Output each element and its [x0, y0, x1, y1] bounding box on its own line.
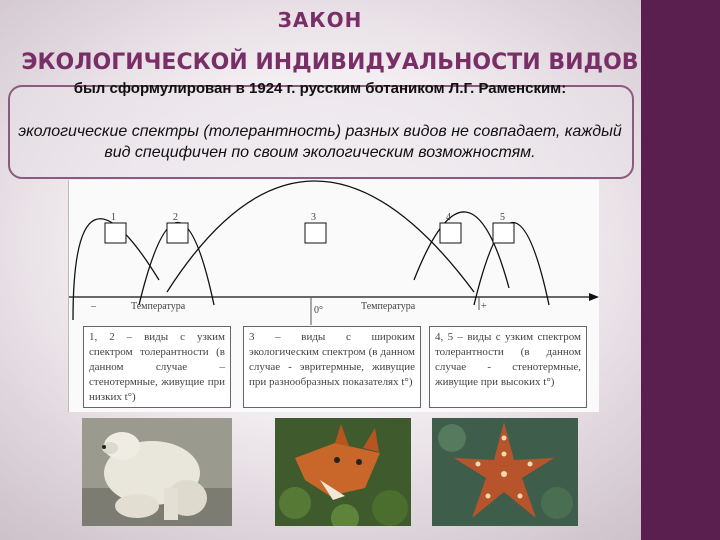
species-box-1: [105, 223, 126, 243]
law-description: экологические спектры (толерантность) разных видов не совпадает, каждый вид специфичен по своим экологическим возможностям.: [18, 123, 622, 161]
axis-arrowhead: [589, 293, 599, 301]
species-label-3: 3: [311, 212, 316, 223]
slide-title-line2: ЭКОЛОГИЧЕСКОЙ ИНДИВИДУАЛЬНОСТИ ВИДОВ: [21, 50, 639, 75]
species-label-5: 5: [500, 212, 505, 223]
species-box-2: [167, 223, 188, 243]
slide-title-line1: ЗАКОН: [277, 8, 363, 32]
species-label-2: 2: [173, 212, 178, 223]
caption-wide: 3 – виды с широким экологическим спектром (в данном случае - эвритермные, живущие при разнообразных показателях t°): [243, 326, 421, 408]
starfish-photo: [432, 418, 578, 526]
species-label-1: 1: [111, 212, 116, 223]
caption-narrow-low: 1, 2 – виды с узким спектром толерантности (в данном случае – стенотермные, живущие при низких t°): [83, 326, 231, 408]
side-band: [641, 0, 720, 540]
axis-label-right: Температура: [361, 301, 416, 312]
fox-photo: [275, 418, 411, 526]
law-intro-text: был сформулирован в 1924 г. русским ботаником Л.Г. Раменским:: [73, 80, 567, 97]
polar-bear-photo: [82, 418, 232, 526]
axis-label-left: Температура: [131, 301, 186, 312]
species-box-4: [440, 223, 461, 243]
axis-plus-sign: +: [481, 301, 487, 312]
species-box-3: [305, 223, 326, 243]
axis-minus-sign: –: [91, 301, 96, 312]
tolerance-diagram: [69, 180, 599, 325]
species-label-4: 4: [446, 212, 451, 223]
axis-label-zero: 0°: [314, 305, 323, 316]
caption-narrow-high: 4, 5 – виды с узким спектром толерантности (в данном случае - стенотермные, живущие при высоких t°): [429, 326, 587, 408]
species-box-5: [493, 223, 514, 243]
tolerance-diagram-panel: [68, 180, 599, 412]
